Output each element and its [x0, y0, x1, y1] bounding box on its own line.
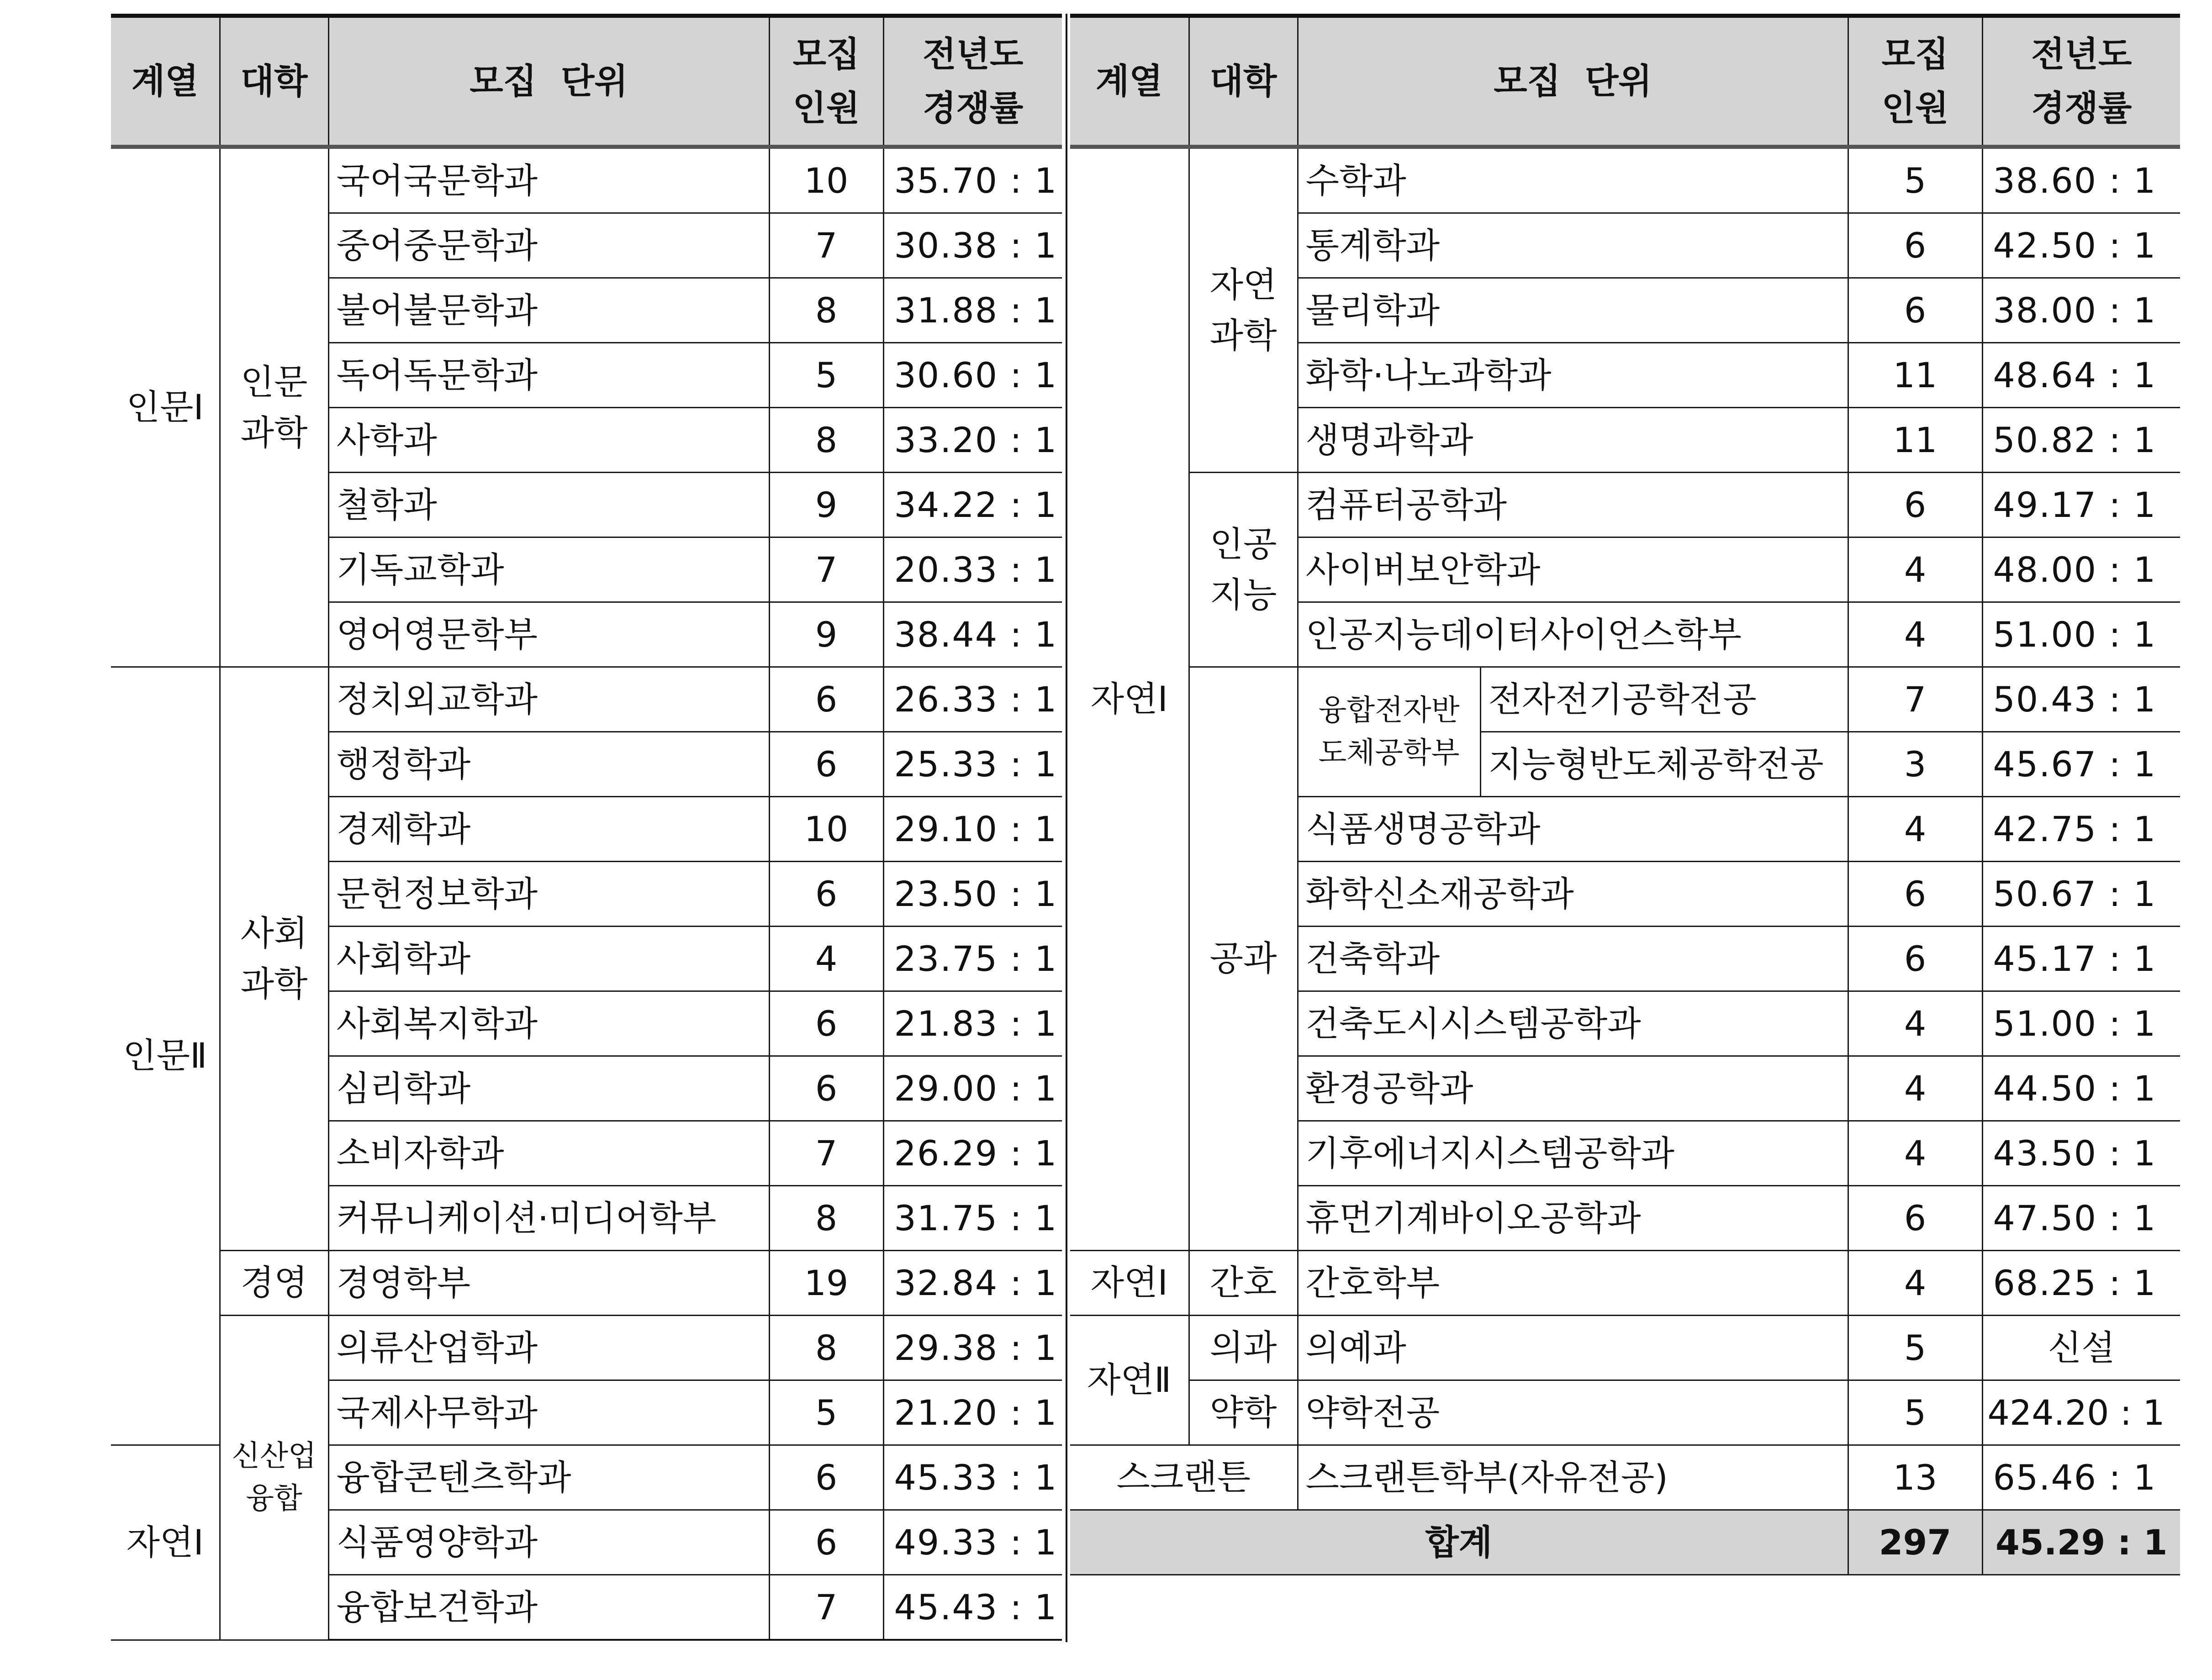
quota-cell: 4 [1848, 1056, 1982, 1121]
table-divider [1066, 14, 1067, 1642]
college-label-line1: 인공 [1209, 524, 1277, 565]
unit-cell: 인공지능데이터사이언스학부 [1298, 602, 1848, 667]
quota-cell: 6 [769, 1445, 883, 1510]
right-table [1070, 14, 2180, 1575]
quota-cell: 5 [1848, 1380, 1982, 1445]
rate-cell: 23.75 : 1 [883, 927, 1062, 991]
unit-cell: 건축학과 [1298, 927, 1848, 991]
rate-cell: 45.43 : 1 [883, 1575, 1062, 1640]
table-row [1070, 147, 2180, 213]
header-quota-line1: 모집 [1881, 34, 1949, 75]
rate-cell: 42.50 : 1 [1982, 213, 2180, 278]
college-cell: 경영 [220, 1251, 328, 1316]
quota-cell: 8 [769, 408, 883, 473]
unit-cell: 생명과학과 [1298, 408, 1848, 473]
rate-cell: 47.50 : 1 [1982, 1186, 2180, 1251]
table-row [1070, 473, 2180, 537]
header-rate-line1: 전년도 [923, 34, 1024, 75]
table-row [111, 1316, 1062, 1380]
rate-cell: 35.70 : 1 [883, 147, 1062, 213]
rate-cell: 38.44 : 1 [883, 602, 1062, 667]
college-label-line1: 사회 [240, 913, 308, 954]
category-cell: 인문Ⅱ [111, 667, 220, 1445]
quota-cell: 6 [769, 991, 883, 1056]
rate-cell: 25.33 : 1 [883, 732, 1062, 797]
rate-cell: 29.10 : 1 [883, 797, 1062, 862]
rate-cell: 51.00 : 1 [1982, 602, 2180, 667]
unit-cell: 영어영문학부 [328, 602, 769, 667]
quota-cell: 10 [769, 147, 883, 213]
college-cell: 약학 [1189, 1380, 1298, 1445]
quota-cell: 7 [769, 1121, 883, 1186]
unit-cell: 소비자학과 [328, 1121, 769, 1186]
category-cell: 인문Ⅰ [111, 147, 220, 667]
unit-cell: 통계학과 [1298, 213, 1848, 278]
header-unit: 모집 단위 [328, 16, 769, 147]
unit-cell: 경영학부 [328, 1251, 769, 1316]
quota-cell: 3 [1848, 732, 1982, 797]
rate-cell: 38.00 : 1 [1982, 278, 2180, 343]
header-rate-line2: 경쟁률 [2031, 88, 2132, 128]
unit-cell: 정치외교학과 [328, 667, 769, 732]
unit-cell: 불어불문학과 [328, 278, 769, 343]
unit-cell: 융합보건학과 [328, 1575, 769, 1640]
college-label-line2: 과학 [240, 963, 308, 1004]
rate-cell: 42.75 : 1 [1982, 797, 2180, 862]
quota-cell: 4 [1848, 1121, 1982, 1186]
rate-cell: 신설 [1982, 1316, 2180, 1380]
unit-cell: 약학전공 [1298, 1380, 1848, 1445]
rate-cell: 26.29 : 1 [883, 1121, 1062, 1186]
rate-cell: 65.46 : 1 [1982, 1445, 2180, 1510]
table-row [1070, 1251, 2180, 1316]
unit-cell: 간호학부 [1298, 1251, 1848, 1316]
college-cell: 공과 [1189, 667, 1298, 1251]
rate-cell: 51.00 : 1 [1982, 991, 2180, 1056]
category-cell: 자연Ⅱ [1070, 1316, 1189, 1445]
header-category: 계열 [1070, 16, 1189, 147]
quota-cell: 6 [769, 1510, 883, 1575]
rate-cell: 48.00 : 1 [1982, 537, 2180, 602]
rate-cell: 30.60 : 1 [883, 343, 1062, 408]
college-cell: 간호 [1189, 1251, 1298, 1316]
quota-cell: 5 [1848, 147, 1982, 213]
quota-cell: 6 [1848, 473, 1982, 537]
table-row [1070, 1445, 2180, 1510]
rate-cell: 30.38 : 1 [883, 213, 1062, 278]
unit-cell: 심리학과 [328, 1056, 769, 1121]
header-rate [1982, 16, 2180, 147]
college-label-line2: 과학 [240, 412, 308, 453]
rate-cell: 48.64 : 1 [1982, 343, 2180, 408]
rate-cell: 21.20 : 1 [883, 1380, 1062, 1445]
quota-cell: 5 [769, 343, 883, 408]
header-quota [1848, 16, 1982, 147]
total-quota: 297 [1848, 1510, 1982, 1575]
rate-cell: 45.17 : 1 [1982, 927, 2180, 991]
college-cell [220, 667, 328, 1251]
unit-cell: 환경공학과 [1298, 1056, 1848, 1121]
quota-cell: 6 [769, 732, 883, 797]
quota-cell: 4 [1848, 602, 1982, 667]
quota-cell: 7 [769, 213, 883, 278]
quota-cell: 8 [769, 278, 883, 343]
header-rate [883, 16, 1062, 147]
rate-cell: 49.17 : 1 [1982, 473, 2180, 537]
college-label-line2: 지능 [1209, 574, 1277, 615]
quota-cell: 6 [769, 862, 883, 927]
unit-cell: 사이버보안학과 [1298, 537, 1848, 602]
rate-cell: 20.33 : 1 [883, 537, 1062, 602]
quota-cell: 5 [1848, 1316, 1982, 1380]
quota-cell: 8 [769, 1316, 883, 1380]
rate-cell: 45.67 : 1 [1982, 732, 2180, 797]
header-unit: 모집 단위 [1298, 16, 1848, 147]
unit-cell: 수학과 [1298, 147, 1848, 213]
rate-cell: 45.33 : 1 [883, 1445, 1062, 1510]
table-row [111, 147, 1062, 213]
header-category: 계열 [111, 16, 220, 147]
unit-cell: 스크랜튼학부(자유전공) [1298, 1445, 1848, 1510]
total-rate: 45.29 : 1 [1982, 1510, 2180, 1575]
quota-cell: 19 [769, 1251, 883, 1316]
unit-cell: 의예과 [1298, 1316, 1848, 1380]
rate-cell: 26.33 : 1 [883, 667, 1062, 732]
unit-cell: 의류산업학과 [328, 1316, 769, 1380]
quota-cell: 9 [769, 602, 883, 667]
unit-cell: 전자전기공학전공 [1480, 667, 1848, 732]
table-row [111, 1251, 1062, 1316]
unit-cell: 문헌정보학과 [328, 862, 769, 927]
unit-cell: 컴퓨터공학과 [1298, 473, 1848, 537]
college-label-line1: 자연 [1209, 264, 1277, 305]
college-label-line1: 신산업 [232, 1439, 317, 1473]
quota-cell: 6 [1848, 278, 1982, 343]
unit-cell: 건축도시시스템공학과 [1298, 991, 1848, 1056]
category-cell: 자연Ⅰ [1070, 147, 1189, 1251]
unit-cell: 물리학과 [1298, 278, 1848, 343]
table-row [111, 667, 1062, 732]
unit-cell: 사회학과 [328, 927, 769, 991]
unit-cell: 기독교학과 [328, 537, 769, 602]
header-quota [769, 16, 883, 147]
header-quota-line2: 인원 [1881, 88, 1949, 128]
unit-cell: 기후에너지시스템공학과 [1298, 1121, 1848, 1186]
rate-cell: 50.82 : 1 [1982, 408, 2180, 473]
unit-cell: 휴먼기계바이오공학과 [1298, 1186, 1848, 1251]
quota-cell: 4 [1848, 991, 1982, 1056]
header-quota-line2: 인원 [792, 88, 860, 128]
quota-cell: 5 [769, 1380, 883, 1445]
rate-cell: 29.00 : 1 [883, 1056, 1062, 1121]
table-row [1070, 1380, 2180, 1445]
unit-cell: 철학과 [328, 473, 769, 537]
rate-cell: 29.38 : 1 [883, 1316, 1062, 1380]
unit-cell: 국제사무학과 [328, 1380, 769, 1445]
category-cell: 자연Ⅰ [1070, 1251, 1189, 1316]
unit-cell: 경제학과 [328, 797, 769, 862]
rate-cell: 424.20 : 1 [1982, 1380, 2180, 1445]
header-rate-line1: 전년도 [2031, 34, 2132, 75]
quota-cell: 9 [769, 473, 883, 537]
unit-cell: 사학과 [328, 408, 769, 473]
unit-cell: 사회복지학과 [328, 991, 769, 1056]
header-rate-line2: 경쟁률 [923, 88, 1024, 128]
unit-cell: 국어국문학과 [328, 147, 769, 213]
college-cell [1189, 473, 1298, 667]
quota-cell: 7 [1848, 667, 1982, 732]
rate-cell: 23.50 : 1 [883, 862, 1062, 927]
header-college: 대학 [220, 16, 328, 147]
department-label-line1: 융합전자반 [1318, 693, 1460, 727]
quota-cell: 10 [769, 797, 883, 862]
college-cell [220, 147, 328, 667]
rate-cell: 31.75 : 1 [883, 1186, 1062, 1251]
rate-cell: 34.22 : 1 [883, 473, 1062, 537]
quota-cell: 6 [1848, 213, 1982, 278]
quota-cell: 6 [1848, 862, 1982, 927]
unit-cell: 지능형반도체공학전공 [1480, 732, 1848, 797]
quota-cell: 11 [1848, 408, 1982, 473]
category-cell: 자연Ⅰ [111, 1445, 220, 1640]
rate-cell: 31.88 : 1 [883, 278, 1062, 343]
rate-cell: 32.84 : 1 [883, 1251, 1062, 1316]
quota-cell: 7 [769, 537, 883, 602]
college-cell: 의과 [1189, 1316, 1298, 1380]
unit-cell: 식품생명공학과 [1298, 797, 1848, 862]
quota-cell: 4 [1848, 797, 1982, 862]
quota-cell: 6 [769, 1056, 883, 1121]
unit-cell: 중어중문학과 [328, 213, 769, 278]
unit-cell: 독어독문학과 [328, 343, 769, 408]
table-row [1070, 1316, 2180, 1380]
header-row [1070, 16, 2180, 147]
category-college-cell: 스크랜튼 [1070, 1445, 1298, 1510]
table-row [1070, 667, 2180, 732]
department-cell [1298, 667, 1480, 797]
header-row [111, 16, 1062, 147]
rate-cell: 50.43 : 1 [1982, 667, 2180, 732]
quota-cell: 6 [769, 667, 883, 732]
quota-cell: 11 [1848, 343, 1982, 408]
unit-cell: 행정학과 [328, 732, 769, 797]
quota-cell: 4 [1848, 537, 1982, 602]
college-cell [1189, 147, 1298, 473]
rate-cell: 38.60 : 1 [1982, 147, 2180, 213]
header-quota-line1: 모집 [792, 34, 860, 75]
quota-cell: 4 [1848, 1251, 1982, 1316]
rate-cell: 33.20 : 1 [883, 408, 1062, 473]
total-label: 합계 [1070, 1510, 1848, 1575]
rate-cell: 68.25 : 1 [1982, 1251, 2180, 1316]
quota-cell: 6 [1848, 927, 1982, 991]
quota-cell: 13 [1848, 1445, 1982, 1510]
college-label-line2: 과학 [1209, 315, 1277, 356]
college-label-line2: 융합 [246, 1481, 302, 1516]
quota-cell: 4 [769, 927, 883, 991]
unit-cell: 커뮤니케이션·미디어학부 [328, 1186, 769, 1251]
college-cell [220, 1316, 328, 1640]
quota-cell: 8 [769, 1186, 883, 1251]
header-college: 대학 [1189, 16, 1298, 147]
college-label-line1: 인문 [240, 362, 308, 403]
rate-cell: 50.67 : 1 [1982, 862, 2180, 927]
rate-cell: 43.50 : 1 [1982, 1121, 2180, 1186]
department-label-line2: 도체공학부 [1318, 736, 1460, 770]
rate-cell: 44.50 : 1 [1982, 1056, 2180, 1121]
unit-cell: 화학·나노과학과 [1298, 343, 1848, 408]
unit-cell: 융합콘텐츠학과 [328, 1445, 769, 1510]
rate-cell: 21.83 : 1 [883, 991, 1062, 1056]
rate-cell: 49.33 : 1 [883, 1510, 1062, 1575]
quota-cell: 7 [769, 1575, 883, 1640]
left-table [111, 14, 1062, 1641]
unit-cell: 식품영양학과 [328, 1510, 769, 1575]
quota-cell: 6 [1848, 1186, 1982, 1251]
unit-cell: 화학신소재공학과 [1298, 862, 1848, 927]
